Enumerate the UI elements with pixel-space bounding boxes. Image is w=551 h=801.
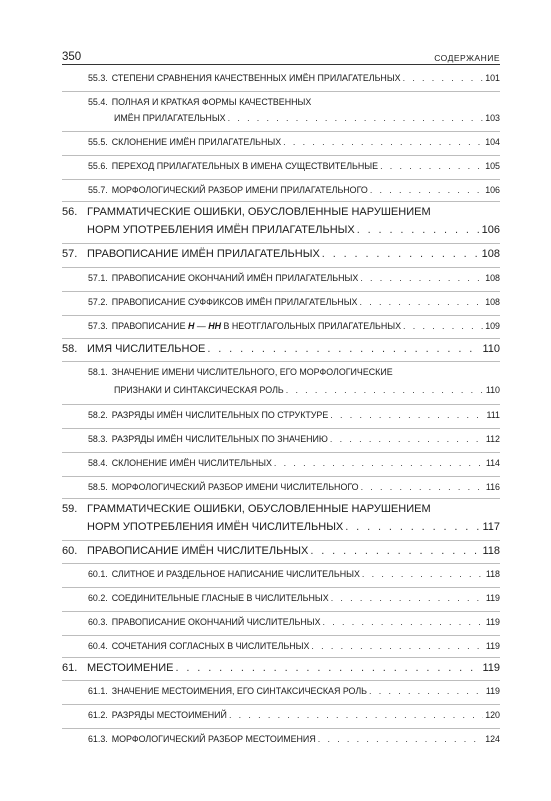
toc-entry-57[interactable] <box>62 246 500 263</box>
divider <box>62 361 500 362</box>
toc-number: 55.4. <box>88 97 108 107</box>
toc-title-line-2: ПРИЗНАКИ И СИНТАКСИЧЕСКАЯ РОЛЬ <box>114 385 284 395</box>
header-rule <box>62 64 500 65</box>
toc-title: ПРАВОПИСАНИЕ ИМЁН ЧИСЛИТЕЛЬНЫХ <box>87 545 309 557</box>
toc-title: ПЕРЕХОД ПРИЛАГАТЕЛЬНЫХ В ИМЕНА СУЩЕСТВИТЕЛЬНЫЕ <box>111 161 379 171</box>
leader-dots <box>311 639 483 653</box>
toc-entry-55-7[interactable] <box>62 183 500 197</box>
leader-dots <box>228 111 484 125</box>
toc-title-dash: — <box>194 321 209 331</box>
leader-dots <box>274 456 484 470</box>
divider <box>62 498 500 499</box>
leader-dots <box>331 591 484 605</box>
toc-title-line-2: ИМЁН ПРИЛАГАТЕЛЬНЫХ <box>114 113 226 123</box>
divider <box>62 404 500 405</box>
toc-entry-58-3[interactable] <box>62 432 500 446</box>
toc-page: 110 <box>485 385 500 395</box>
toc-page: 118 <box>485 569 500 579</box>
toc-entry-61-1[interactable] <box>62 684 500 698</box>
toc-entry-60-3[interactable] <box>62 615 500 629</box>
toc-entry-55-4[interactable] <box>62 95 500 125</box>
divider <box>62 635 500 636</box>
toc-title-part: ПРАВОПИСАНИЕ <box>111 321 188 331</box>
toc-title: МОРФОЛОГИЧЕСКИЙ РАЗБОР ИМЕНИ ПРИЛАГАТЕЛЬНОГО <box>111 185 368 195</box>
toc-title-letter-n: Н <box>187 321 195 331</box>
toc-title-line-2: НОРМ УПОТРЕБЛЕНИЯ ИМЁН ЧИСЛИТЕЛЬНЫХ <box>87 521 344 533</box>
toc-entry-61[interactable] <box>62 660 500 677</box>
toc-number: 60.3. <box>88 617 108 627</box>
toc-page: 111 <box>486 410 500 420</box>
toc-title: ПРАВОПИСАНИЕ ОКОНЧАНИЙ ЧИСЛИТЕЛЬНЫХ <box>111 617 321 627</box>
divider <box>62 428 500 429</box>
toc-number: 58.1. <box>88 367 108 377</box>
toc-page: 112 <box>485 434 500 444</box>
leader-dots <box>360 271 483 285</box>
toc-number: 57.1. <box>88 273 108 283</box>
toc-number: 57. <box>62 248 78 260</box>
toc-title: МОРФОЛОГИЧЕСКИЙ РАЗБОР МЕСТОИМЕНИЯ <box>111 734 316 744</box>
toc-title-line-1: ЗНАЧЕНИЕ ИМЕНИ ЧИСЛИТЕЛЬНОГО, ЕГО МОРФОЛОГИЧЕСКИЕ <box>111 367 393 377</box>
toc-number: 60.4. <box>88 641 108 651</box>
toc-page: 109 <box>485 321 500 331</box>
divider <box>62 338 500 339</box>
divider <box>62 540 500 541</box>
toc-page: 117 <box>482 521 500 533</box>
leader-dots <box>359 295 483 309</box>
toc-page: 120 <box>485 710 500 720</box>
toc-page: 119 <box>485 593 500 603</box>
toc-title-line-1: ПОЛНАЯ И КРАТКАЯ ФОРМЫ КАЧЕСТВЕННЫХ <box>111 97 312 107</box>
toc-number: 56. <box>62 206 78 218</box>
divider <box>62 657 500 658</box>
toc-entry-58-5[interactable] <box>62 480 500 494</box>
leader-dots <box>403 319 483 333</box>
toc-number: 61.3. <box>88 734 108 744</box>
toc-number: 61.2. <box>88 710 108 720</box>
toc-title <box>112 319 401 333</box>
leader-dots <box>403 71 484 85</box>
toc-number: 60. <box>62 545 78 557</box>
toc-title-line-1: ГРАММАТИЧЕСКИЕ ОШИБКИ, ОБУСЛОВЛЕННЫЕ НАРУШЕНИЕМ <box>87 206 431 218</box>
toc-entry-60-4[interactable] <box>62 639 500 653</box>
toc-number: 60.2. <box>88 593 108 603</box>
toc-number: 55.7. <box>88 185 108 195</box>
divider <box>62 179 500 180</box>
toc-entry-55-5[interactable] <box>62 135 500 149</box>
toc-entry-61-3[interactable] <box>62 732 500 746</box>
toc-number: 58.2. <box>88 410 108 420</box>
toc-entry-60[interactable] <box>62 543 500 560</box>
leader-dots <box>370 183 483 197</box>
divider <box>62 291 500 292</box>
toc-number: 58.4. <box>88 458 108 468</box>
divider <box>62 201 500 202</box>
divider <box>62 91 500 92</box>
leader-dots <box>283 135 483 149</box>
toc-title: РАЗРЯДЫ ИМЁН ЧИСЛИТЕЛЬНЫХ ПО СТРУКТУРЕ <box>111 410 329 420</box>
page-number: 350 <box>62 51 82 63</box>
toc-page: 119 <box>485 617 500 627</box>
toc-page: 108 <box>485 297 500 307</box>
toc-number: 55.5. <box>88 137 108 147</box>
leader-dots <box>369 684 484 698</box>
divider <box>62 452 500 453</box>
leader-dots <box>322 246 480 263</box>
leader-dots <box>330 432 484 446</box>
toc-number: 58.3. <box>88 434 108 444</box>
divider <box>62 476 500 477</box>
toc-page: 124 <box>485 734 500 744</box>
divider <box>62 267 500 268</box>
toc-page: 108 <box>485 273 500 283</box>
toc-page: 110 <box>482 343 500 355</box>
divider <box>62 155 500 156</box>
leader-dots <box>207 341 480 358</box>
running-title: СОДЕРЖАНИЕ <box>434 53 500 63</box>
divider <box>62 680 500 681</box>
toc-number: 58. <box>62 343 78 355</box>
leader-dots <box>362 567 484 581</box>
toc-number: 55.6. <box>88 161 108 171</box>
toc-entry-57-2[interactable] <box>62 295 500 309</box>
toc-page: 116 <box>485 482 500 492</box>
toc-number: 57.3. <box>88 321 108 331</box>
toc-entry-61-2[interactable] <box>62 708 500 722</box>
toc-title: СКЛОНЕНИЕ ИМЁН ЧИСЛИТЕЛЬНЫХ <box>111 458 272 468</box>
leader-dots <box>345 519 480 536</box>
toc-page: 104 <box>485 137 500 147</box>
toc-page: 119 <box>485 686 500 696</box>
leader-dots <box>175 660 480 677</box>
leader-dots <box>323 615 484 629</box>
divider <box>62 315 500 316</box>
leader-dots <box>380 159 483 173</box>
toc-title: СОЧЕТАНИЯ СОГЛАСНЫХ В ЧИСЛИТЕЛЬНЫХ <box>111 641 310 651</box>
toc-page: 114 <box>485 458 500 468</box>
toc-page: 119 <box>485 641 500 651</box>
toc-number: 59. <box>62 503 78 515</box>
page-header <box>62 45 500 63</box>
divider <box>62 704 500 705</box>
toc-entry-55-6[interactable] <box>62 159 500 173</box>
leader-dots <box>310 543 480 560</box>
divider <box>62 728 500 729</box>
toc-title: РАЗРЯДЫ ИМЁН ЧИСЛИТЕЛЬНЫХ ПО ЗНАЧЕНИЮ <box>111 434 328 444</box>
toc-entry-59[interactable] <box>62 501 500 537</box>
toc-title: ПРАВОПИСАНИЕ СУФФИКСОВ ИМЁН ПРИЛАГАТЕЛЬНЫХ <box>111 297 358 307</box>
toc-entry-57-3[interactable] <box>62 319 500 333</box>
leader-dots <box>357 222 480 239</box>
toc-entry-60-2[interactable] <box>62 591 500 605</box>
toc-number: 57.2. <box>88 297 108 307</box>
toc-page: 119 <box>482 662 500 674</box>
toc-number: 60.1. <box>88 569 108 579</box>
toc-page: 108 <box>481 248 500 260</box>
toc-title: СОЕДИНИТЕЛЬНЫЕ ГЛАСНЫЕ В ЧИСЛИТЕЛЬНЫХ <box>111 593 329 603</box>
toc-title: МОРФОЛОГИЧЕСКИЙ РАЗБОР ИМЕНИ ЧИСЛИТЕЛЬНОГО <box>111 482 359 492</box>
toc-entry-60-1[interactable] <box>62 567 500 581</box>
toc-number: 55.3. <box>88 73 108 83</box>
toc-title: РАЗРЯДЫ МЕСТОИМЕНИЙ <box>111 710 227 720</box>
toc-entry-58-2[interactable] <box>62 408 500 422</box>
leader-dots <box>361 480 484 494</box>
toc-title: СЛИТНОЕ И РАЗДЕЛЬНОЕ НАПИСАНИЕ ЧИСЛИТЕЛЬНЫХ <box>111 569 360 579</box>
toc-entry-57-1[interactable] <box>62 271 500 285</box>
toc-title-line-2: НОРМ УПОТРЕБЛЕНИЯ ИМЁН ПРИЛАГАТЕЛЬНЫХ <box>87 224 355 236</box>
leader-dots <box>330 408 484 422</box>
toc-entry-58[interactable] <box>62 341 500 358</box>
toc-entry-58-1[interactable] <box>62 365 500 397</box>
toc-number: 61.1. <box>88 686 108 696</box>
toc-title-letters-nn: НН <box>208 321 222 331</box>
toc-page: 106 <box>485 185 500 195</box>
divider <box>62 131 500 132</box>
toc-title-line-1: ГРАММАТИЧЕСКИЕ ОШИБКИ, ОБУСЛОВЛЕННЫЕ НАРУШЕНИЕМ <box>87 503 431 515</box>
toc-title: ПРАВОПИСАНИЕ ОКОНЧАНИЙ ИМЁН ПРИЛАГАТЕЛЬНЫХ <box>111 273 359 283</box>
toc-page: 101 <box>485 73 500 83</box>
toc-entry-58-4[interactable] <box>62 456 500 470</box>
toc-entry-56[interactable] <box>62 204 500 240</box>
toc-page: 118 <box>482 545 500 557</box>
toc-number: 58.5. <box>88 482 108 492</box>
toc-page: 106 <box>481 224 500 236</box>
leader-dots <box>229 708 483 722</box>
divider <box>62 243 500 244</box>
toc-page: 105 <box>485 161 500 171</box>
toc-title: СТЕПЕНИ СРАВНЕНИЯ КАЧЕСТВЕННЫХ ИМЁН ПРИЛАГАТЕЛЬНЫХ <box>111 73 401 83</box>
toc-title: СКЛОНЕНИЕ ИМЁН ПРИЛАГАТЕЛЬНЫХ <box>111 137 282 147</box>
toc-entry-55-3[interactable] <box>62 71 500 85</box>
toc-title-part: В НЕОТГЛАГОЛЬНЫХ ПРИЛАГАТЕЛЬНЫХ <box>221 321 402 331</box>
leader-dots <box>318 732 483 746</box>
toc-title: ИМЯ ЧИСЛИТЕЛЬНОЕ <box>87 343 206 355</box>
divider <box>62 587 500 588</box>
toc-title: МЕСТОИМЕНИЕ <box>87 662 174 674</box>
toc-page: 103 <box>485 113 500 123</box>
divider <box>62 563 500 564</box>
toc-title: ПРАВОПИСАНИЕ ИМЁН ПРИЛАГАТЕЛЬНЫХ <box>87 248 320 260</box>
divider <box>62 611 500 612</box>
toc-title: ЗНАЧЕНИЕ МЕСТОИМЕНИЯ, ЕГО СИНТАКСИЧЕСКАЯ РОЛЬ <box>111 686 368 696</box>
leader-dots <box>286 383 484 397</box>
toc-number: 61. <box>62 662 78 674</box>
